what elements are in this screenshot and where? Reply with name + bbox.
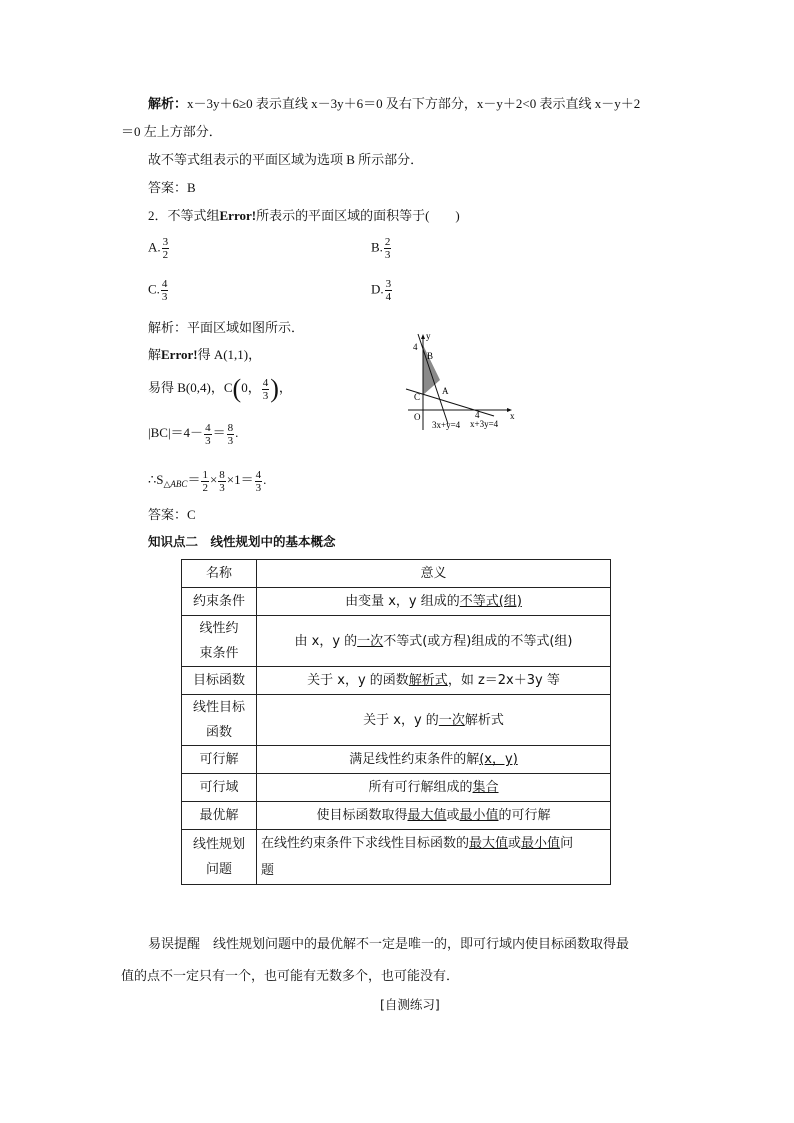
row-meaning xyxy=(257,830,611,885)
meaning-underlined: 解析式 xyxy=(408,673,448,688)
meaning-underlined: (x，y) xyxy=(479,752,518,767)
paren-left: ( xyxy=(232,374,242,404)
meaning-text: 的可行解 xyxy=(498,808,551,823)
self-test-heading: [自测练习] xyxy=(380,997,440,1012)
question2-error: Error! xyxy=(219,208,257,223)
y-arrow-icon xyxy=(421,334,425,339)
option-a-fraction xyxy=(162,236,170,261)
meaning-line1 xyxy=(261,830,606,857)
point-b-label: B xyxy=(427,351,434,361)
option-b-letter: B. xyxy=(371,239,383,255)
meaning-text: ，如 z＝2x＋3y 等 xyxy=(447,673,560,688)
question2-prefix: 2．不等式组 xyxy=(148,208,220,223)
header-meaning: 意义 xyxy=(257,560,611,588)
meaning-underlined: 最大值 xyxy=(407,808,447,823)
x-tick-4: 4 xyxy=(475,410,480,420)
meaning-underlined: 最大值 xyxy=(469,836,509,851)
row-name xyxy=(182,830,257,885)
meaning-text: 所有可行解组成的 xyxy=(368,780,473,795)
row-name: 目标函数 xyxy=(182,667,257,695)
row-name: 可行域 xyxy=(182,774,257,802)
meaning-text: 由 x，y 的 xyxy=(294,633,358,649)
row-meaning xyxy=(257,616,611,667)
row-name xyxy=(182,695,257,746)
x-axis-label: x xyxy=(510,411,515,421)
option-c-letter: C. xyxy=(148,281,160,297)
area-f2-num: 8 xyxy=(219,468,225,481)
area-prefix: ∴S xyxy=(148,472,164,487)
meaning-text: 或 xyxy=(508,836,522,851)
meaning-underlined: 一次 xyxy=(438,712,465,728)
table-row xyxy=(182,667,611,695)
option-a xyxy=(148,236,170,261)
bc-prefix: |BC|＝4－ xyxy=(148,425,204,440)
table-row xyxy=(182,802,611,830)
question2-stem xyxy=(148,208,460,224)
area-f3-den: 3 xyxy=(255,481,262,494)
bc-den2: 3 xyxy=(227,434,234,447)
row-name-line2: 函数 xyxy=(205,725,232,740)
c-num: 4 xyxy=(262,376,269,389)
row-meaning xyxy=(257,802,611,830)
meaning-text: 满足线性约束条件的解 xyxy=(349,752,480,767)
y-tick-4: 4 xyxy=(413,342,418,352)
analysis1-text1: x－3y＋6≥0 表示直线 x－3y＋6＝0 及右下方部分，x－y＋2<0 表示直线 x－y＋2 xyxy=(187,96,641,111)
easy-c: C xyxy=(223,380,233,395)
table-row xyxy=(182,830,611,885)
option-c-num: 4 xyxy=(161,278,168,290)
row-name xyxy=(182,616,257,667)
meaning-text: 关于 x，y 的 xyxy=(363,712,439,728)
origin-label: O xyxy=(414,412,421,422)
row-name: 约束条件 xyxy=(182,588,257,616)
option-a-num: 3 xyxy=(162,236,169,248)
row-meaning xyxy=(257,695,611,746)
option-b-den: 3 xyxy=(384,249,391,261)
meaning-underlined: 不等式(组) xyxy=(459,594,522,609)
meaning-text: 问 xyxy=(560,836,574,851)
area-eq: ＝ xyxy=(187,472,201,487)
meaning-text: 解析式 xyxy=(464,712,504,728)
bc-num1: 4 xyxy=(205,421,211,434)
solve-suffix: 得 A(1,1)， xyxy=(197,347,262,362)
meaning-underlined: 一次 xyxy=(357,633,384,649)
row-meaning xyxy=(257,746,611,774)
meaning-text: 使目标函数取得 xyxy=(316,808,408,823)
option-b-fraction xyxy=(384,236,392,261)
header-name: 名称 xyxy=(182,560,257,588)
paren-right: ) xyxy=(270,374,279,404)
line2-label: x+3y=4 xyxy=(470,419,499,429)
easy-comma: ， xyxy=(278,380,292,395)
table-row xyxy=(182,616,611,667)
table-row xyxy=(182,588,611,616)
row-meaning xyxy=(257,774,611,802)
table-row xyxy=(182,774,611,802)
region-figure xyxy=(398,332,518,432)
table-row xyxy=(182,746,611,774)
analysis2-bc xyxy=(148,419,238,447)
analysis2-label: 解析：平面区域如图所示． xyxy=(148,320,305,335)
line1-label: 3x+y=4 xyxy=(432,420,461,430)
analysis2-area xyxy=(148,466,266,498)
concept-table xyxy=(181,559,611,885)
solve-error: Error! xyxy=(161,347,198,362)
bc-end: . xyxy=(235,425,239,440)
option-c xyxy=(148,278,169,303)
option-d-num: 3 xyxy=(385,278,392,290)
analysis1-line3: 故不等式组表示的平面区域为选项 B 所示部分． xyxy=(148,152,424,167)
area-f1-num: 1 xyxy=(202,468,208,481)
area-frac1 xyxy=(201,469,209,494)
reminder-line2: 值的点不一定只有一个，也可能有无数多个，也可能没有． xyxy=(121,968,460,983)
meaning-line2: 题 xyxy=(261,863,275,878)
c-fraction xyxy=(262,377,270,402)
meaning-text: 关于 x，y 的函数 xyxy=(307,673,409,688)
area-sub: △ABC xyxy=(163,479,188,489)
row-name-line2: 束条件 xyxy=(199,646,239,661)
c-zero: 0， xyxy=(241,380,261,395)
option-b xyxy=(371,236,392,261)
meaning-text: 在线性约束条件下求线性目标函数的 xyxy=(261,836,470,851)
option-c-fraction xyxy=(161,278,169,303)
option-a-den: 2 xyxy=(162,249,169,261)
y-axis-label: y xyxy=(426,332,431,341)
option-d-letter: D. xyxy=(371,281,384,297)
meaning-text: 由变量 x，y 组成的 xyxy=(345,594,460,609)
analysis1-line1 xyxy=(148,96,640,112)
table-header-row xyxy=(182,560,611,588)
analysis1-label: 解析： xyxy=(148,96,188,111)
area-frac2 xyxy=(218,469,226,494)
reminder-line1: 易误提醒 线性规划问题中的最优解不一定是唯一的，即可行域内使目标函数取得最 xyxy=(148,936,630,951)
meaning-text: 不等式(或方程)组成的不等式(组) xyxy=(383,633,573,649)
analysis2-solve xyxy=(148,347,261,363)
point-a-label: A xyxy=(442,386,449,396)
row-name-line2: 问题 xyxy=(205,862,232,877)
analysis1-answer: 答案：B xyxy=(148,180,196,195)
area-times1: × xyxy=(209,472,218,487)
row-name: 可行解 xyxy=(182,746,257,774)
option-a-letter: A. xyxy=(148,239,161,255)
option-d-fraction xyxy=(385,278,393,303)
c-den: 3 xyxy=(262,389,269,402)
analysis2-easy xyxy=(148,374,292,402)
area-f3-num: 4 xyxy=(255,468,262,481)
area-times2: ×1＝ xyxy=(226,472,254,487)
point-c-label: C xyxy=(414,392,421,402)
area-frac3 xyxy=(255,469,263,494)
bc-eq: ＝ xyxy=(212,425,226,440)
row-name: 最优解 xyxy=(182,802,257,830)
row-name-line1: 线性目标 xyxy=(192,700,245,715)
row-name-line1: 线性约 xyxy=(199,621,239,636)
question2-suffix: 所表示的平面区域的面积等于( ) xyxy=(256,208,460,223)
row-meaning xyxy=(257,588,611,616)
meaning-underlined: 最小值 xyxy=(521,836,561,851)
meaning-underlined: 最小值 xyxy=(459,808,499,823)
option-d xyxy=(371,278,393,303)
area-f1-den: 2 xyxy=(202,481,208,494)
row-name-line1: 线性规划 xyxy=(192,837,245,852)
analysis1-line2: ＝0 左上方部分． xyxy=(121,124,222,139)
row-meaning xyxy=(257,667,611,695)
option-c-den: 3 xyxy=(161,291,168,303)
analysis2-answer: 答案：C xyxy=(148,507,196,522)
table-row xyxy=(182,695,611,746)
area-end: . xyxy=(263,472,267,487)
option-b-num: 2 xyxy=(384,236,391,248)
bc-frac1 xyxy=(204,422,212,447)
section-title: 知识点二 线性规划中的基本概念 xyxy=(148,534,336,549)
option-d-den: 4 xyxy=(385,291,392,303)
bc-den1: 3 xyxy=(205,434,211,447)
bc-num2: 8 xyxy=(227,421,234,434)
easy-prefix: 易得 B(0,4)， xyxy=(148,380,224,395)
solve-prefix: 解 xyxy=(148,347,162,362)
bc-frac2 xyxy=(227,422,235,447)
meaning-underlined: 集合 xyxy=(472,780,499,795)
meaning-text: 或 xyxy=(446,808,460,823)
area-f2-den: 3 xyxy=(219,481,225,494)
